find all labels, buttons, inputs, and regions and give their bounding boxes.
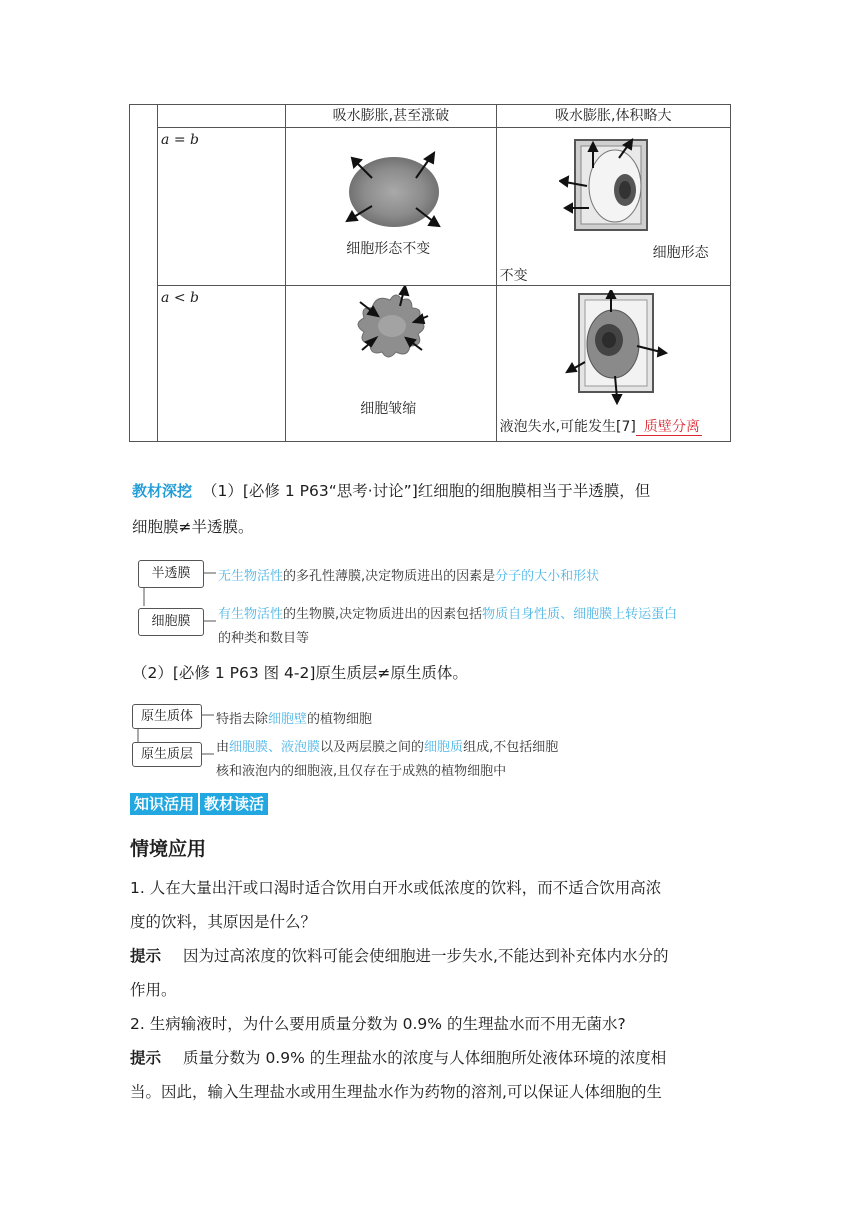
deep-dig-badge: 教材深挖 [132,482,193,500]
tip-label-2: 提示 [130,1049,162,1067]
banner-knowledge: 知识活用 [130,793,198,815]
red-blood-cell-shrunken-icon [340,286,440,366]
blank-column [130,105,158,442]
section-title: 情境应用 [130,838,207,860]
deep-dig-item1-text: （1）[必修 1 P63“思考·讨论”]红细胞的细胞膜相当于半透膜，但 [202,482,651,500]
q1-line2: 度的饮料，其原因是什么？ [130,913,317,931]
plant-cell-plasmolysis [496,285,730,442]
concept-map1-line1: 无生物活性的多孔性薄膜,决定物质进出的因素是分子的大小和形状 [218,569,600,584]
plant-caption-prefix: 液泡失水,可能发生[7] [499,418,636,435]
banner-textbook: 教材读活 [200,793,268,815]
concept-map2-line3: 核和液泡内的细胞液,且仅存在于成熟的植物细胞中 [216,764,507,779]
section-banner [130,793,268,815]
plant-caption-answer: 质壁分离 [636,419,702,436]
q2-line1: 2. 生病输液时，为什么要用质量分数为 0.9% 的生理盐水而不用无菌水? [130,1015,626,1033]
a1-line2: 作用。 [130,981,177,999]
concept-map2-line2: 由细胞膜、液泡膜以及两层膜之间的细胞质组成,不包括细胞 [216,740,559,755]
a1-line1: 提示 因为过高浓度的饮料可能会使细胞进一步失水,不能达到补充体内水分的 [130,947,669,965]
animal-cell-normal [286,128,496,286]
concept-box-protoplast: 原生质体 [132,704,202,729]
animal-caption-shrunk: 细胞皱缩 [360,400,417,417]
concept-box-cell-membrane: 细胞膜 [138,608,204,636]
concept-map2-line1: 特指去除细胞壁的植物细胞 [216,712,373,727]
condition-cell-2 [158,285,286,442]
concept-map1-line3: 的种类和数目等 [218,631,310,646]
plant-cell-plasmolysis-icon [563,290,673,408]
deep-dig-item2: （2）[必修 1 P63 图 4-2]原生质层≠原生质体。 [132,664,468,682]
concept-map1-line2: 有生物活性的生物膜,决定物质进出的因素包括物质自身性质、细胞膜上转运蛋白 [218,607,678,622]
header-plant: 吸水膨胀,体积略大 [496,105,730,128]
red-blood-cell-normal-icon [344,150,444,230]
header-animal: 吸水膨胀,甚至涨破 [286,105,496,128]
a2-line1: 提示 质量分数为 0.9% 的生理盐水的浓度与人体细胞所处液体环境的浓度相 [130,1049,667,1067]
plant-caption-normal-2: 不变 [499,268,528,284]
condition-less: a < b [161,289,199,306]
animal-cell-shrunk [286,285,496,442]
deep-dig-item1-line1 [132,474,650,508]
animal-caption-normal: 细胞形态不变 [346,241,431,257]
header-blank [158,105,286,128]
a2-line2: 当。因此，输入生理盐水或用生理盐水作为药物的溶剂,可以保证人体细胞的生 [130,1083,662,1101]
osmosis-table [129,104,731,442]
condition-cell [158,128,286,286]
plant-cell-normal-icon [559,138,659,233]
plant-cell-normal [496,128,730,286]
plant-caption-plasmolysis [500,416,702,436]
condition-equal: a = b [161,132,199,148]
deep-dig-item1-line2: 细胞膜≠半透膜。 [132,518,254,536]
tip-label-1: 提示 [130,947,162,965]
q1-line1: 1. 人在大量出汗或口渴时适合饮用白开水或低浓度的饮料，而不适合饮用高浓 [130,879,662,897]
plant-caption-normal-1: 细胞形态 [652,245,709,261]
concept-box-semipermeable: 半透膜 [138,560,204,588]
concept-box-protoplasmic-layer: 原生质层 [132,742,202,767]
